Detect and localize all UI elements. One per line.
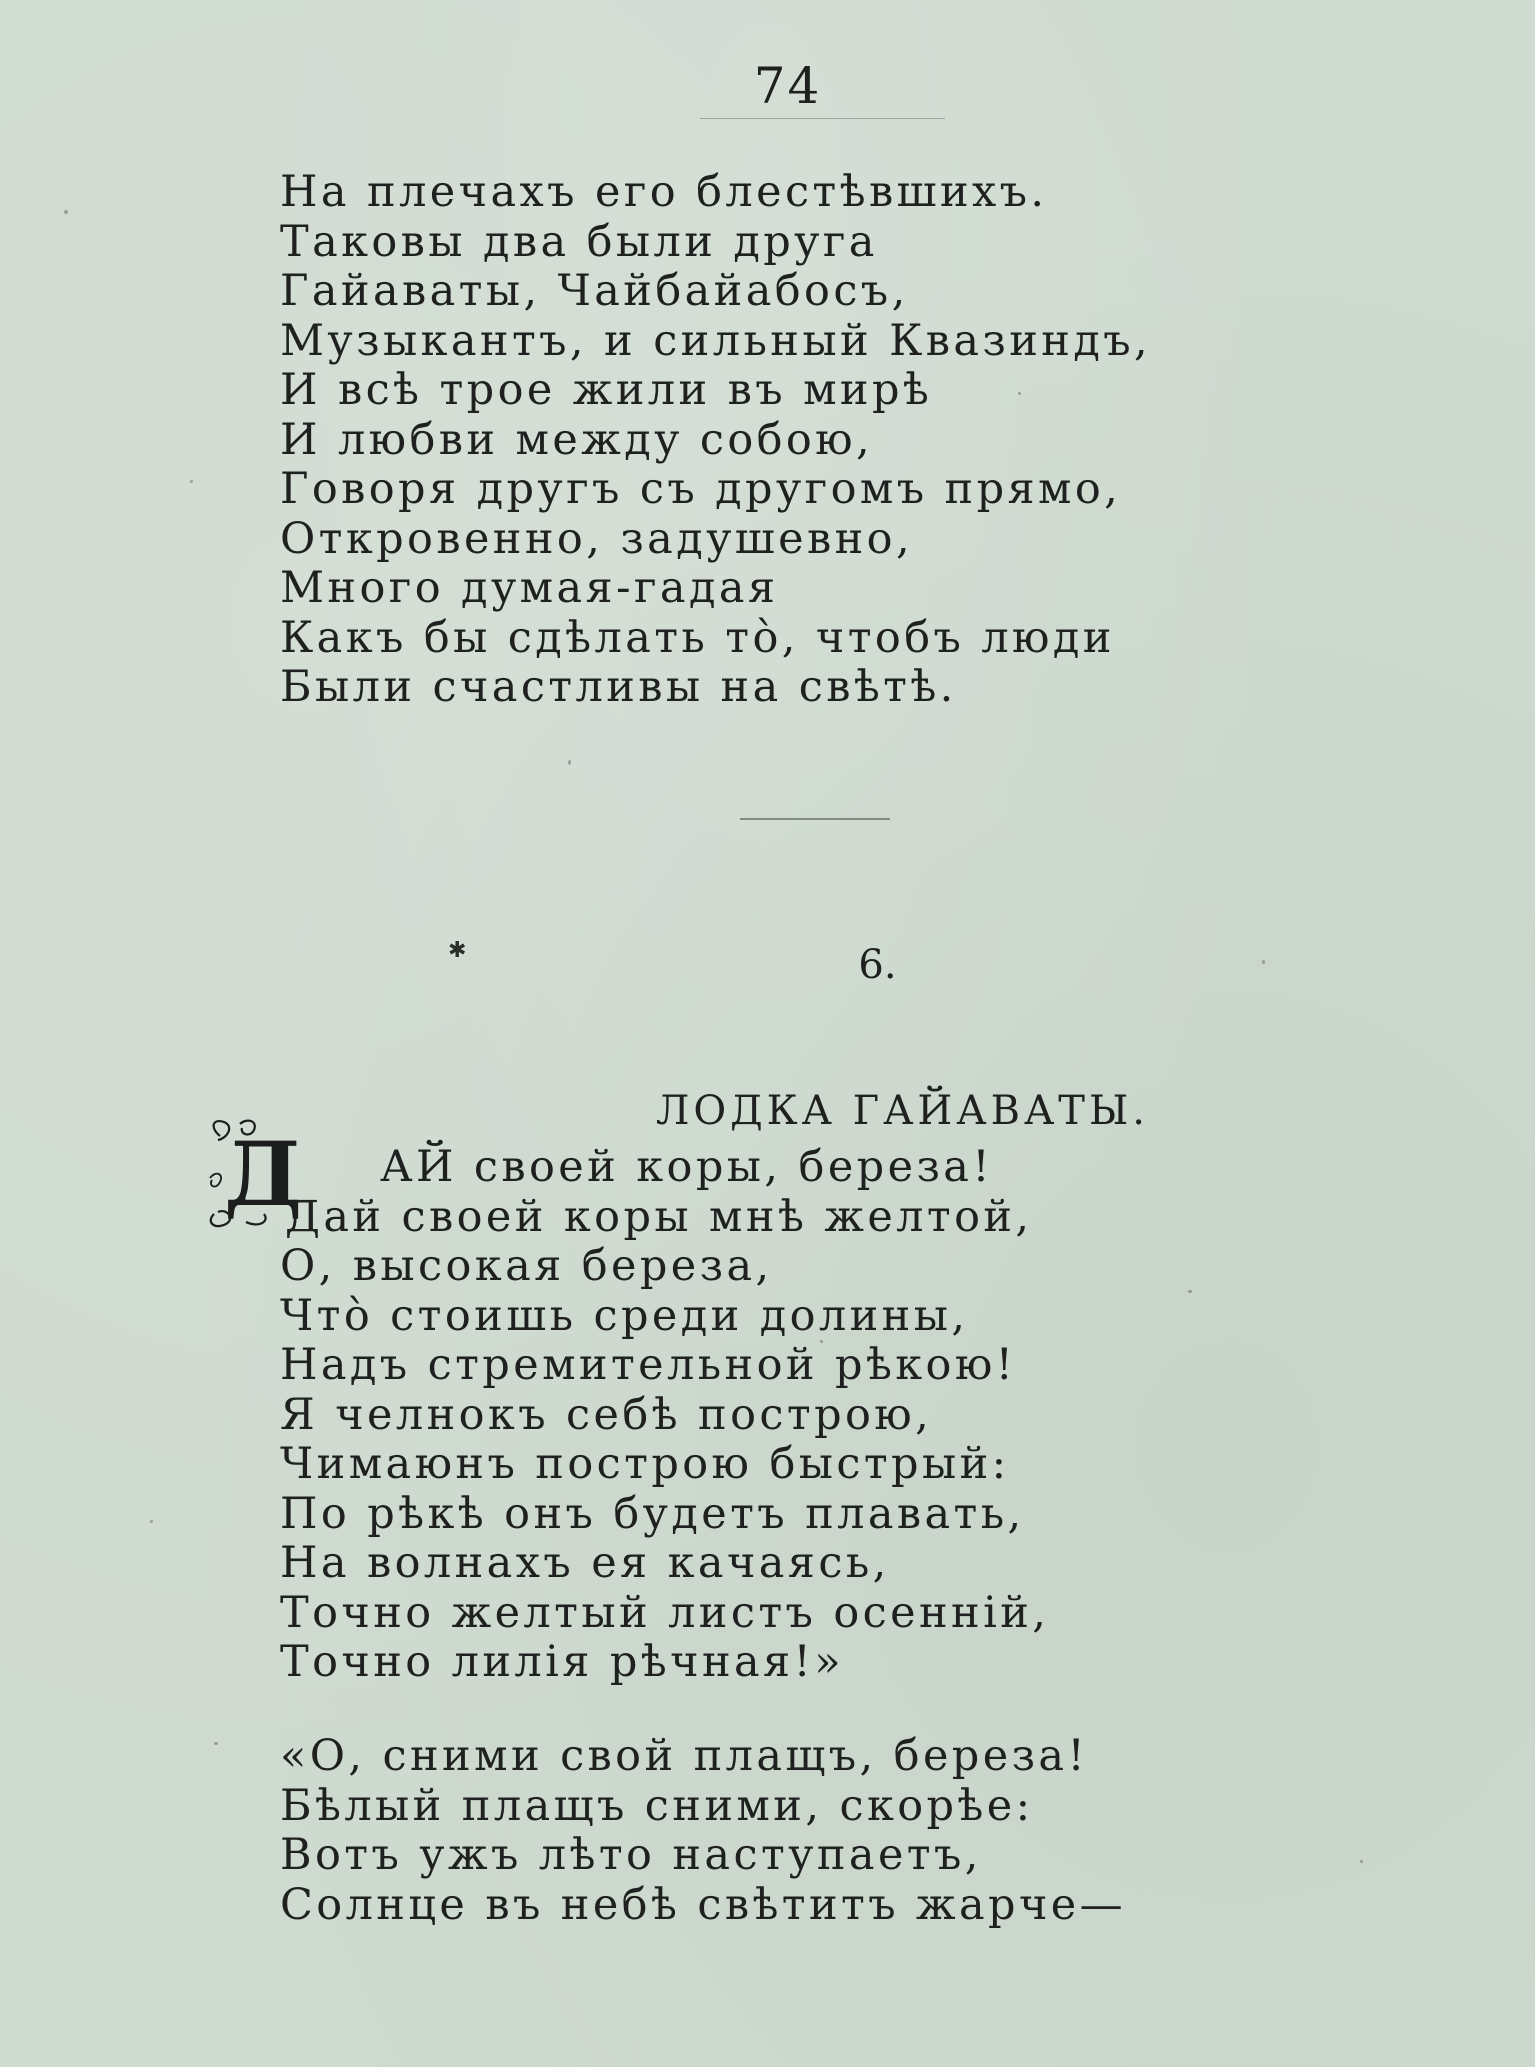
verse-line: Были счастливы на свѣтѣ. [280,662,957,712]
paper-speck [1018,392,1021,395]
verse-line: И всѣ трое жили въ мирѣ [280,365,933,415]
verse-line: Солнце въ небѣ свѣтитъ жарче— [280,1879,1127,1930]
verse-line: По рѣкѣ онъ будетъ плавать, [280,1488,1025,1539]
first-line-rest: АЙ своей коры, береза! [380,1142,994,1192]
section-number: 6. [858,942,897,988]
stanza-top [280,168,1151,713]
verse-line: На волнахъ ея качаясь, [280,1538,890,1588]
section-divider [740,818,890,820]
printer-ornament-icon: ✱ [448,938,467,963]
paper-speck [1262,960,1265,964]
verse-line: Бѣлый плащъ сними, скорѣе: [280,1780,1034,1831]
verse-line: И любви между собою, [280,414,874,465]
header-rule [700,118,945,119]
verse-line: Точно желтый листъ осенній, [280,1587,1050,1638]
verse-line: Музыкантъ, и сильный Квазиндъ, [280,315,1152,366]
verse-line: Много думая-гадая [280,563,779,613]
verse-line: Гайаваты, Чайбайабосъ, [280,266,909,316]
paper-speck [820,1340,823,1343]
drop-cap [206,1118,303,1230]
verse-line: Точно лилія рѣчная!» [280,1637,844,1687]
verse-line: Надъ стремительной рѣкою! [280,1340,1017,1390]
paper-speck [190,480,193,483]
paper-speck [568,760,571,765]
verse-line: О, высокая береза, [280,1241,773,1291]
paper-speck [64,210,68,214]
paper-speck [1360,1860,1363,1863]
paper-speck [214,1742,218,1745]
verse-line: Таковы два были друга [280,216,878,267]
verse-line: Дай своей коры мнѣ желтой, [285,1191,1033,1242]
verse-line: Говоря другъ съ другомъ прямо, [280,464,1122,514]
drop-cap-letter: Д [224,1122,303,1226]
stanza-bottom [280,1732,1126,1930]
section-title: ЛОДКА ГАЙАВАТЫ. [655,1088,1150,1135]
verse-line: Откровенно, задушевно, [280,513,914,564]
verse-line: Я челнокъ себѣ построю, [280,1389,933,1440]
verse-line: Чимаюнъ построю быстрый: [280,1439,1010,1489]
verse-line: Вотъ ужъ лѣто наступаетъ, [280,1830,982,1880]
verse-line: Что̀ стоишь среди долины, [280,1290,969,1341]
verse-line: Какъ бы сдѣлать то̀, чтобъ люди [280,612,1115,663]
verse-line-first [280,1143,1049,1193]
paper-speck [150,1520,153,1523]
verse-line: На плечахъ его блестѣвшихъ. [280,167,1048,217]
stanza-song [280,1143,1049,1688]
page-number: 74 [753,57,822,115]
paper-speck [1188,1290,1192,1293]
verse-line: «О, сними свой плащъ, береза! [280,1731,1089,1781]
